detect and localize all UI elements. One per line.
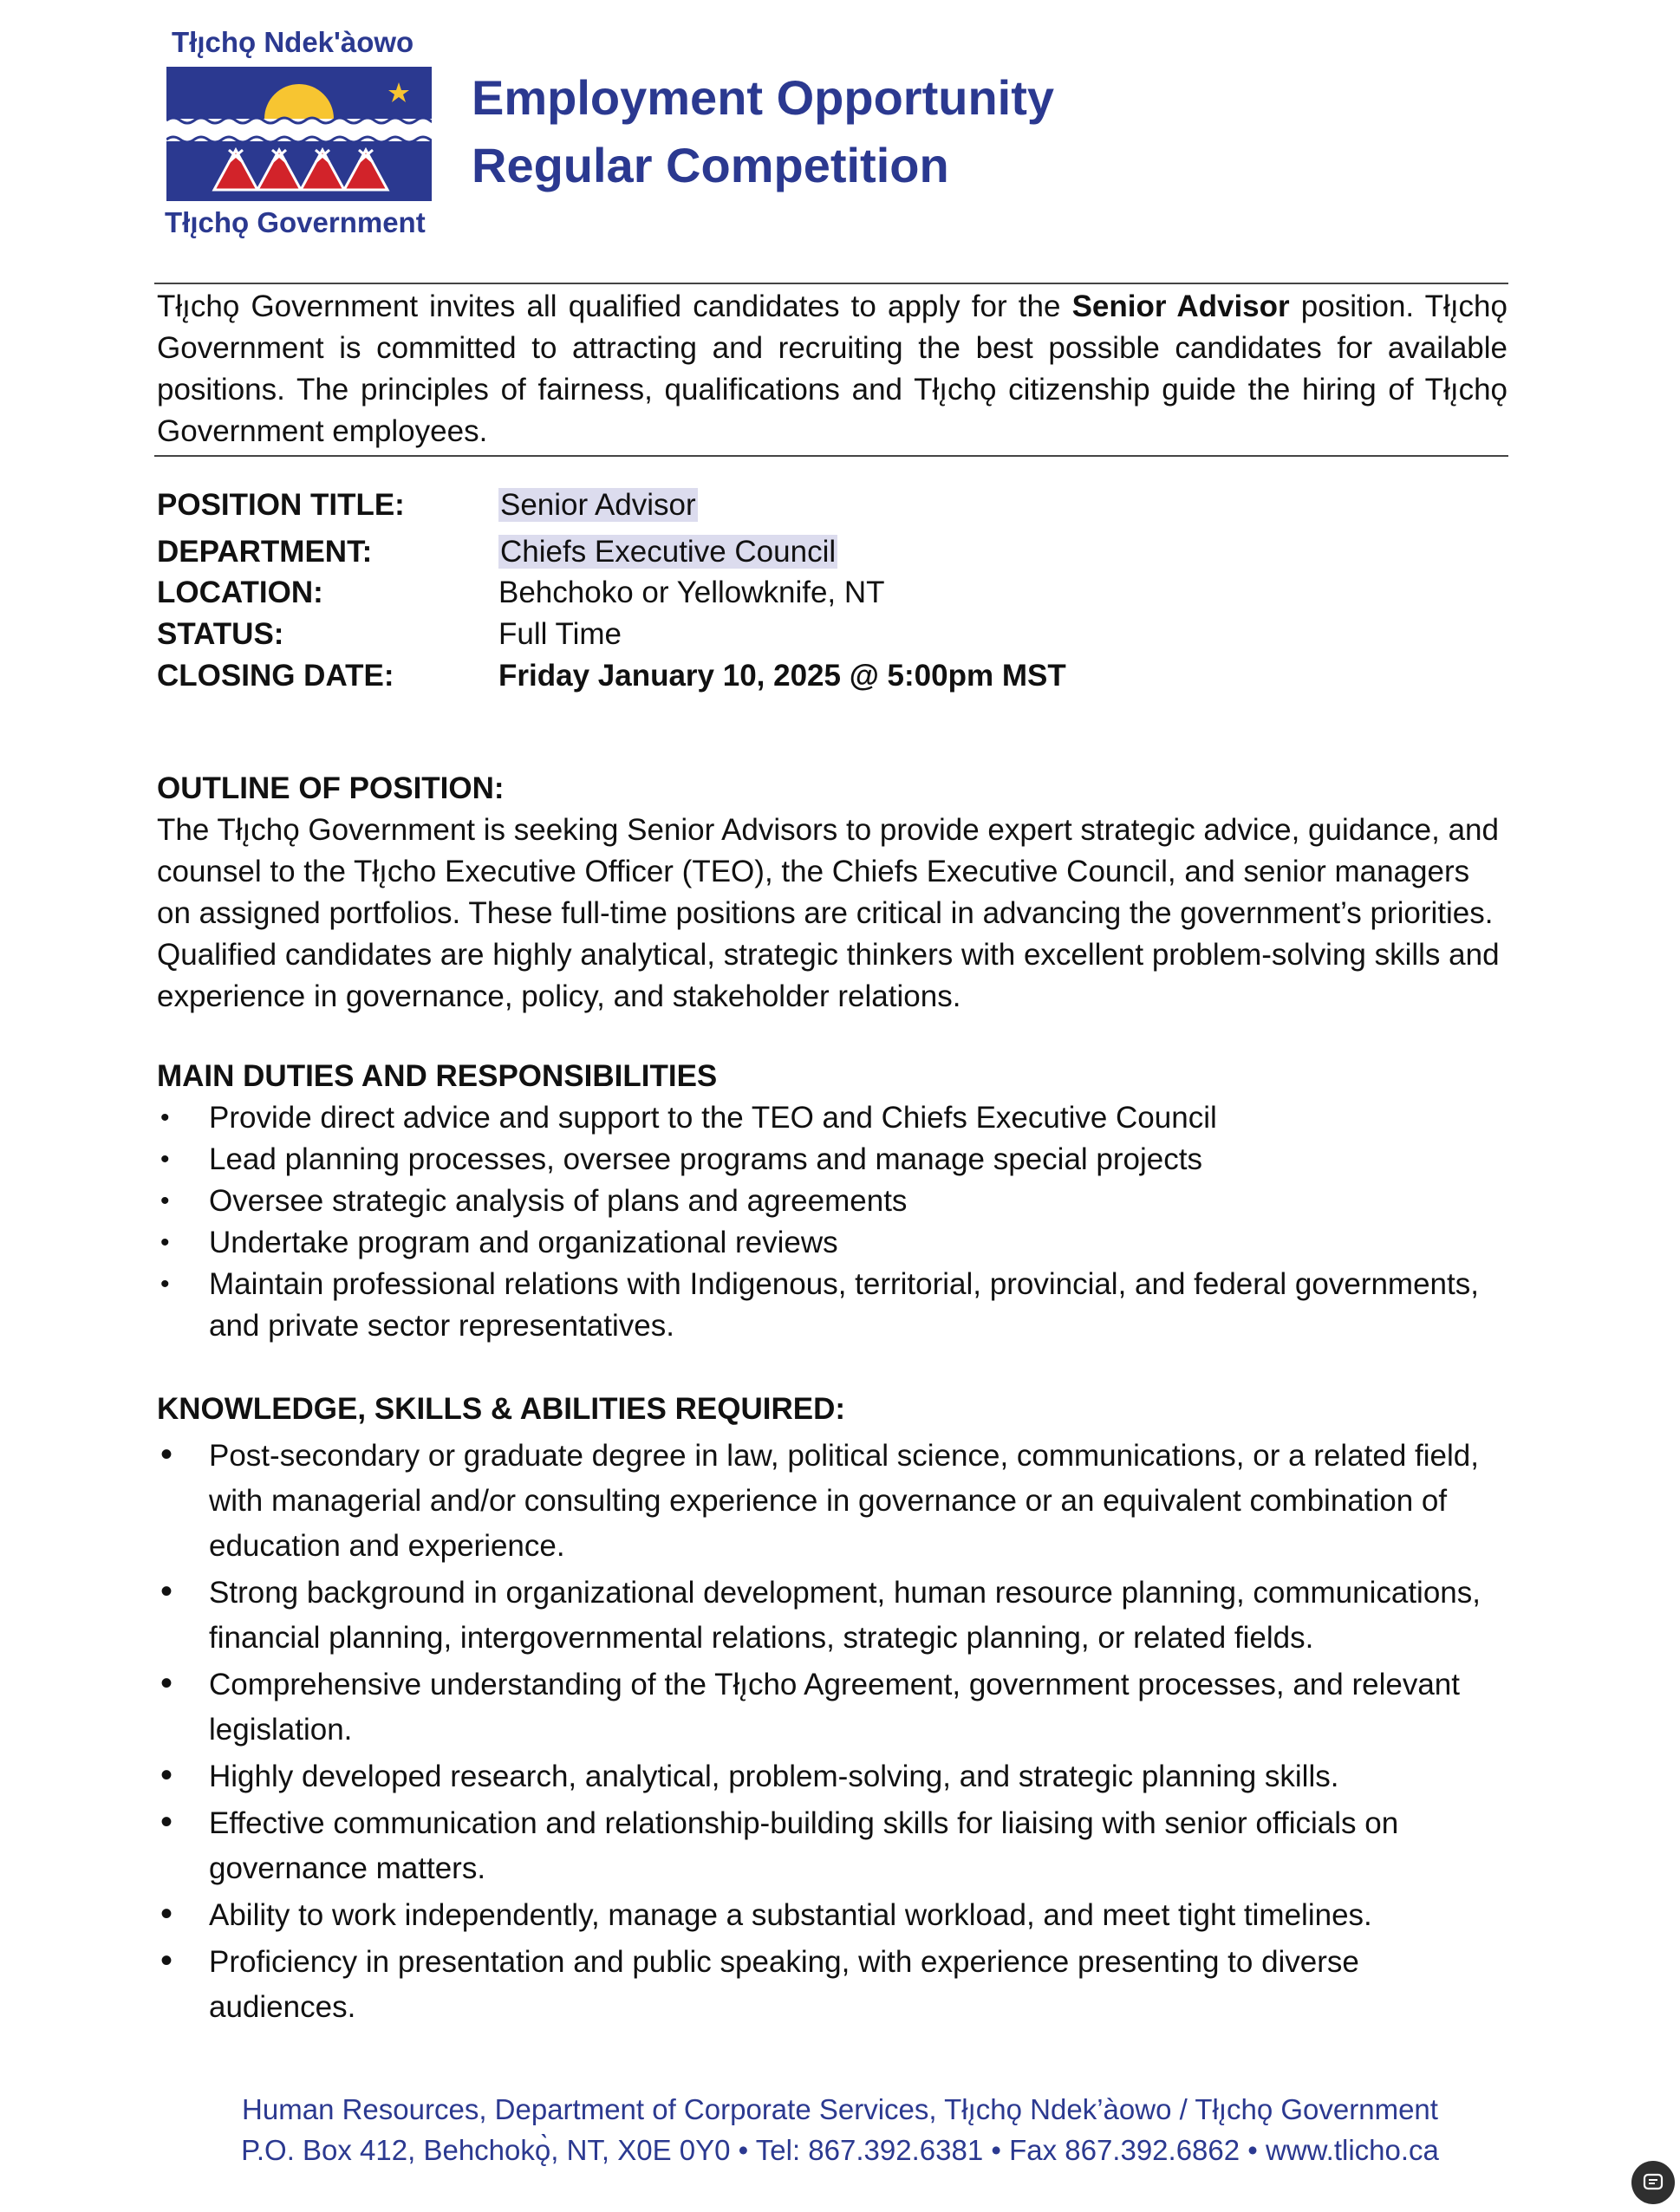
duties-list — [157, 1097, 1509, 1347]
list-item — [157, 1222, 1509, 1264]
list-item — [157, 1181, 1509, 1222]
list-item — [157, 1571, 1509, 1661]
detail-value-location: Behchoko or Yellowknife, NT — [498, 576, 885, 609]
list-item — [157, 1139, 1509, 1181]
bullet-icon: • — [160, 1664, 173, 1702]
list-item — [157, 1097, 1509, 1139]
list-item — [157, 1754, 1509, 1799]
footer-line1: Human Resources, Department of Corporate Services, Tłı̨chǫ Ndek’àowo / Tłı̨chǫ Government — [242, 2093, 1438, 2125]
bullet-icon: • — [160, 1756, 173, 1794]
logo-top-text: Tłı̨chǫ Ndek'àowo — [172, 26, 414, 58]
ksa-list — [157, 1434, 1509, 2032]
list-item — [157, 1893, 1509, 1938]
list-item-text: Effective communication and relationship-building skills for liaising with senior officials on governance matters. — [209, 1806, 1399, 1885]
list-item-text: Highly developed research, analytical, problem-solving, and strategic planning skills. — [209, 1760, 1339, 1793]
detail-key-position-title: POSITION TITLE: — [157, 488, 405, 522]
page-title-line1: Employment Opportunity — [472, 70, 1054, 125]
bullet-icon: • — [160, 1187, 170, 1215]
detail-key-location: LOCATION: — [157, 576, 323, 609]
list-item-text: Maintain professional relations with Indigenous, territorial, provincial, and federal governments, and private sector representatives. — [209, 1267, 1479, 1343]
list-item-text: Ability to work independently, manage a substantial workload, and meet tight timelines. — [209, 1898, 1372, 1932]
detail-key-department: DEPARTMENT: — [157, 535, 373, 569]
assistant-chat-button[interactable] — [1631, 2161, 1675, 2204]
outline-paragraph: The Tłı̨chǫ Government is seeking Senior Advisors to provide expert strategic advice, guidance, and counsel to the Tłı̨cho Executive Officer (TEO), the Chiefs Executive Council, and senior managers on assigned portfolios. These full-time positions are critical in advancing the government’s priorities. Qualified candidates are highly analytical, strategic thinkers with excellent problem-solving skills and experience in governance, policy, and stakeholder relations. — [157, 813, 1500, 1013]
footer-line2: P.O. Box 412, Behchokǫ̀, NT, X0E 0Y0 • Tel: 867.392.6381 • Fax 867.392.6862 • www.tlicho.ca — [241, 2134, 1439, 2166]
list-item — [157, 1801, 1509, 1891]
highlighted-text: Senior Advisor — [500, 488, 696, 522]
intro-paragraph — [157, 286, 1507, 452]
outline-heading: OUTLINE OF POSITION: — [157, 771, 505, 805]
intro-text-start: Tłı̨chǫ Government invites all qualified candidates to apply for the — [157, 290, 1072, 323]
detail-value-status: Full Time — [498, 617, 622, 651]
intro-text-end: position. Tłı̨chǫ Government is committed to attracting and recruiting the best possible candidates for available positions. The principles of fairness, qualifications and Tłı̨chǫ citizenship guide the hiring of Tłı̨chǫ Government employees. — [157, 290, 1507, 448]
list-item-text: Oversee strategic analysis of plans and agreements — [209, 1184, 908, 1218]
bullet-icon: • — [160, 1228, 170, 1257]
list-item-text: Strong background in organizational development, human resource planning, communications, financial planning, intergovernmental relations, strategic planning, or related fields. — [209, 1576, 1481, 1655]
detail-key-status: STATUS: — [157, 617, 284, 651]
list-item — [157, 1940, 1509, 2030]
bullet-icon: • — [160, 1145, 170, 1174]
bottom-divider — [154, 455, 1508, 457]
list-item-text: Undertake program and organizational reviews — [209, 1226, 838, 1259]
detail-key-closing-date: CLOSING DATE: — [157, 659, 394, 693]
highlighted-text: Chiefs Executive Council — [500, 535, 837, 569]
list-item — [157, 1662, 1509, 1753]
list-item-text: Lead planning processes, oversee programs and manage special projects — [209, 1142, 1202, 1176]
detail-value-department — [498, 535, 837, 569]
bullet-icon: • — [160, 1803, 173, 1841]
list-item-text: Post-secondary or graduate degree in law, political science, communications, or a related field, with managerial and/or consulting experience in governance or an equivalent combination of education and experience. — [209, 1439, 1479, 1563]
assistant-chat-icon — [1641, 2170, 1665, 2195]
bullet-icon: • — [160, 1435, 173, 1474]
top-divider — [154, 283, 1508, 284]
list-item — [157, 1264, 1509, 1347]
bullet-icon: • — [160, 1942, 173, 1980]
list-item — [157, 1434, 1509, 1569]
detail-value-closing-date: Friday January 10, 2025 @ 5:00pm MST — [498, 659, 1066, 693]
intro-position-name: Senior Advisor — [1071, 290, 1290, 323]
logo-bottom-text: Tłı̨chǫ Government — [165, 206, 426, 238]
detail-value-position-title — [498, 488, 698, 523]
page-title-line2: Regular Competition — [472, 138, 949, 192]
list-item-text: Comprehensive understanding of the Tłı̨cho Agreement, government processes, and relevant legislation. — [209, 1668, 1460, 1747]
bullet-icon: • — [160, 1103, 170, 1132]
tlicho-flag-icon — [166, 67, 432, 201]
bullet-icon: • — [160, 1270, 170, 1298]
bullet-icon: • — [160, 1572, 173, 1610]
list-item-text: Proficiency in presentation and public speaking, with experience presenting to diverse audiences. — [209, 1945, 1359, 2024]
duties-heading: MAIN DUTIES AND RESPONSIBILITIES — [157, 1059, 718, 1093]
ksa-heading: KNOWLEDGE, SKILLS & ABILITIES REQUIRED: — [157, 1392, 845, 1426]
bullet-icon: • — [160, 1895, 173, 1933]
list-item-text: Provide direct advice and support to the TEO and Chiefs Executive Council — [209, 1101, 1217, 1135]
